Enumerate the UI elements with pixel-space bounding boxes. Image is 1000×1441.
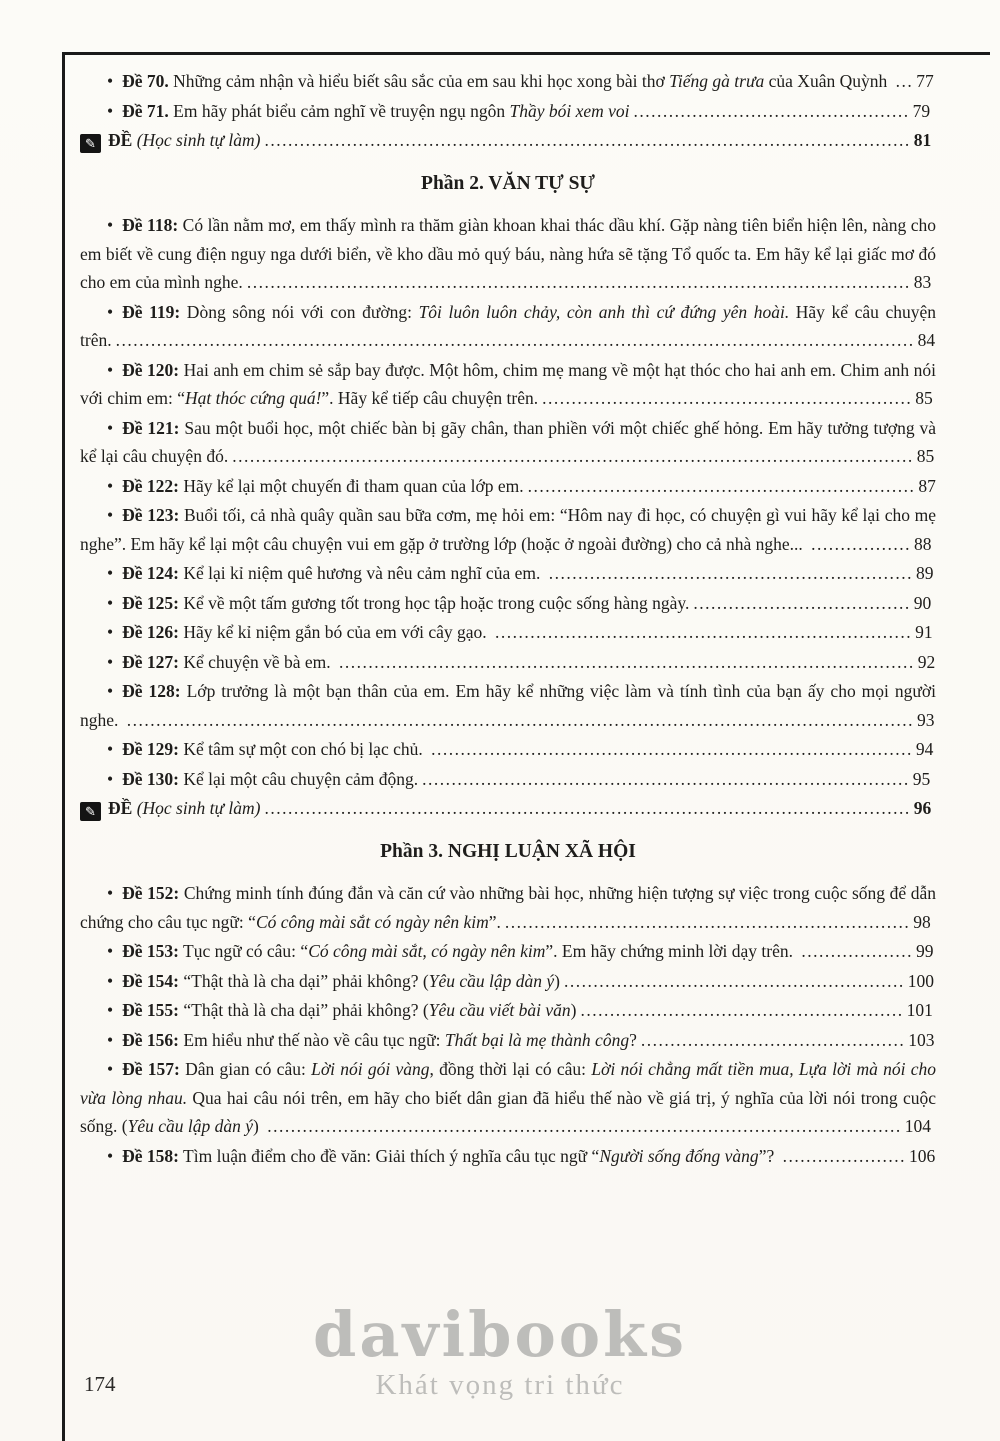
entry-text: Đề 120: [122, 359, 180, 380]
bullet-icon: • [107, 359, 114, 380]
section-heading: Phần 2. VĂN TỰ SỰ [421, 172, 595, 194]
toc-entry [80, 967, 936, 996]
entry-text: Đề 123: [122, 505, 180, 525]
entry-text: “Thật thà là cha dại” phải không? ( [179, 1000, 429, 1020]
entry-text: Người sống đống vàng [599, 1145, 759, 1166]
entry-text: Thất bại là mẹ thành công [444, 1029, 630, 1050]
entry-text: Hai anh em chim sẻ sắp bay được. Một hôm, chim mẹ mang về một hạt thóc cho hai anh em. Chim anh nói với chim em: “ [80, 359, 936, 408]
toc-entry [80, 937, 936, 966]
entry-page-number: 96 [913, 798, 932, 818]
bullet-icon: • [107, 970, 114, 991]
entry-text: Có công mài sắt có ngày nên kim [255, 911, 489, 932]
toc-section [80, 67, 936, 155]
entry-text: Kể chuyện về bà em. [179, 651, 335, 672]
entry-page-number: 88 [914, 533, 932, 554]
toc-entry [80, 472, 936, 501]
bullet-icon: • [107, 563, 114, 583]
entry-text: Em hiểu như thế nào về câu tục ngữ: [179, 1029, 445, 1050]
dot-leader: ................... [801, 941, 914, 961]
bullet-icon: • [107, 100, 114, 121]
entry-text: Dòng sông nói với con đường: [180, 301, 419, 322]
dot-leader: ....................................................................... [495, 622, 913, 642]
bullet-icon: • [107, 1145, 114, 1166]
entry-text: ĐỀ [108, 798, 137, 818]
entry-text: của Xuân Quỳnh [764, 71, 892, 91]
page-number: 174 [84, 1372, 116, 1396]
bullet-icon: • [107, 505, 114, 525]
entry-page-number: 79 [912, 100, 931, 121]
entry-text: Hãy kể câu chuyện trên. [80, 301, 936, 350]
toc-section [80, 170, 936, 823]
dot-leader: ..................... [782, 1145, 906, 1166]
entry-text: Đề 154: [122, 970, 179, 991]
dot-leader: .............................................................. [548, 563, 913, 583]
entry-text: Đề 125: [122, 592, 179, 613]
dot-leader: ...................................................................................................................................... [126, 709, 915, 730]
toc-entry [80, 67, 936, 96]
dot-leader: ..................................... [693, 592, 911, 613]
entry-text: Đề 129: [122, 739, 179, 759]
toc-entry [80, 618, 936, 647]
entry-text: Kể tâm sự một con chó bị lạc chủ. [179, 739, 428, 759]
entry-text: Có lần nằm mơ, em thấy mình ra thăm giàn khoan khai thác dầu khí. Gặp nàng tiên biển hiện lên, nàng cho em biết về cung điện nguy nga dưới biển, về kho dầu mỏ quý báu, nàng hứa sẽ tặng Tổ quốc ta. Em hãy kể lại giấc mơ đó cho em của mình nghe. [80, 215, 936, 292]
dot-leader: ............................................... [633, 100, 910, 121]
toc-entry [80, 1055, 936, 1141]
entry-text: ? [629, 1029, 637, 1050]
entry-text: Hãy kể kỉ niệm gắn bó của em với cây gạo. [179, 622, 492, 642]
entry-text: Đề 155: [122, 1000, 179, 1020]
toc-entry [80, 126, 936, 155]
dot-leader: .......................................................... [564, 970, 905, 991]
entry-text: , đồng thời lại có câu: [429, 1059, 592, 1079]
entry-text: ) [253, 1116, 264, 1136]
toc-entry [80, 1026, 936, 1055]
entry-text: Đề 157: [122, 1059, 180, 1079]
entry-page-number: 104 [904, 1116, 931, 1136]
entry-page-number: 83 [913, 272, 932, 292]
entry-page-number: 91 [915, 622, 933, 642]
toc-entry [80, 559, 936, 588]
entry-text: Đề 122: [122, 475, 179, 496]
entry-text: Lớp trưởng là một bạn thân của em. Em hãy kể những việc làm và tính tình của bạn ấy cho mọi người nghe. [80, 681, 937, 730]
entry-text: Đề 156: [122, 1029, 179, 1050]
page-edge-top-line [62, 52, 990, 55]
entry-text: Kể lại kỉ niệm quê hương và nêu cảm nghĩ của em. [179, 563, 545, 583]
entry-text: ”? [758, 1145, 779, 1166]
watermark [0, 1298, 1000, 1402]
entry-text: Buổi tối, cả nhà quây quần sau bữa cơm, mẹ hỏi em: “Hôm nay đi học, có chuyện gì vui hãy kể lại cho mẹ nghe”. Em hãy kể lại một câu chuyện vui em gặp ở trường lớp (hoặc ở ngoài đường) cho cả nhà nghe... [80, 505, 936, 554]
dot-leader: ..................................................................... [504, 911, 911, 932]
toc-entry [80, 298, 936, 355]
entry-text: Yêu cầu lập dàn ý [428, 970, 555, 991]
dot-leader: .................................................................. [527, 475, 916, 496]
entry-text: Sau một buổi học, một chiếc bàn bị gãy chân, than phiền với một chiếc ghế hỏng. Em hãy tưởng tượng và kể lại câu chuyện đó. [80, 417, 936, 466]
bullet-icon: • [107, 651, 114, 672]
entry-text: Đề 128: [122, 681, 181, 701]
entry-page-number: 81 [913, 130, 932, 150]
entry-text: Tiếng gà trưa [669, 71, 765, 91]
entry-text: Đề 71. [122, 100, 169, 121]
dot-leader: .................................................................................. [431, 739, 913, 759]
bullet-icon: • [107, 1059, 114, 1079]
bullet-icon: • [107, 1000, 114, 1020]
entry-text: ) [570, 1000, 577, 1020]
entry-page-number: 93 [917, 709, 935, 730]
bullet-icon: • [107, 622, 114, 642]
bullet-icon: • [107, 739, 114, 759]
dot-leader: .............................................................................................................. [264, 130, 911, 150]
entry-text: ) [554, 970, 560, 991]
dot-leader: ................. [811, 533, 911, 554]
dot-leader: ....................................................... [580, 1000, 904, 1020]
entry-text: Đề 121: [122, 417, 180, 438]
entry-text: Đề 130: [122, 768, 179, 789]
toc-entry [80, 211, 936, 297]
entry-text: Đề 118: [122, 215, 179, 235]
entry-page-number: 100 [907, 970, 934, 991]
entry-text: ”. Hãy kể tiếp câu chuyện trên. [321, 388, 539, 408]
entry-page-number: 84 [917, 330, 936, 350]
dot-leader: ................................................................................... [422, 768, 910, 789]
section-heading: Phần 3. NGHỊ LUẬN XÃ HỘI [380, 840, 636, 862]
bullet-icon: • [107, 768, 114, 789]
entry-text: ”. [488, 911, 501, 932]
entry-page-number: 95 [912, 768, 931, 789]
entry-text: Lời nói chẳng mất tiền mua, Lựa lời mà nói cho vừa lòng nhau. [80, 1059, 937, 1108]
toc-entry [80, 501, 936, 558]
entry-text: Yêu cầu viết bài văn [428, 1000, 571, 1020]
page-edge-left-line [62, 52, 65, 1441]
dot-leader: ............................................................................................................ [267, 1116, 902, 1136]
entry-page-number: 89 [915, 563, 934, 583]
entry-page-number: 87 [918, 475, 936, 496]
toc-entry [80, 735, 936, 764]
dot-leader: .................................................................................................................... [232, 446, 914, 466]
entry-text: Lời nói gói vàng [311, 1059, 430, 1079]
entry-text: Kể lại một câu chuyện cảm động. [179, 768, 419, 789]
toc-section [80, 838, 936, 1171]
table-of-contents [80, 66, 936, 1171]
entry-text: “Thật thà là cha dại” phải không? ( [179, 970, 429, 991]
entry-text: ĐỀ [108, 130, 137, 150]
pencil-icon: ✎ [80, 134, 101, 153]
bullet-icon: • [107, 1029, 114, 1050]
entry-text: ”. Em hãy chứng minh lời dạy trên. [545, 941, 798, 961]
entry-text: Đề 70. [122, 71, 169, 91]
dot-leader: ... [895, 71, 914, 91]
entry-text: Yêu cầu lập dàn ý [127, 1116, 254, 1136]
bullet-icon: • [107, 941, 114, 961]
entry-text: Hạt thóc cứng quá! [185, 388, 322, 408]
entry-page-number: 90 [913, 592, 932, 613]
toc-entry [80, 677, 936, 734]
entry-page-number: 77 [916, 71, 934, 91]
toc-entry [80, 1142, 936, 1171]
toc-entry [80, 879, 936, 936]
entry-text: Em hãy phát biểu cảm nghĩ về truyện ngụ ngôn [168, 100, 510, 121]
dot-leader: ............................................................... [542, 388, 913, 408]
entry-text: Đề 153: [122, 941, 179, 961]
bullet-icon: • [107, 301, 114, 322]
entry-text: Đề 127: [122, 651, 179, 672]
entry-page-number: 103 [908, 1029, 935, 1050]
bullet-icon: • [107, 883, 114, 903]
entry-text: Đề 126: [122, 622, 179, 642]
toc-entry [80, 996, 936, 1025]
entry-text: Những cảm nhận và hiểu biết sâu sắc của em sau khi học xong bài thơ [168, 71, 670, 91]
entry-page-number: 101 [906, 1000, 933, 1020]
toc-entry [80, 794, 936, 823]
entry-text: Đề 152: [122, 883, 180, 903]
entry-text: Kể về một tấm gương tốt trong học tập hoặc trong cuộc sống hàng ngày. [179, 592, 690, 613]
bullet-icon: • [107, 475, 114, 496]
entry-text: Đề 119: [122, 301, 181, 322]
entry-text: (Học sinh tự làm) [136, 798, 261, 818]
bullet-icon: • [107, 71, 114, 91]
bullet-icon: • [107, 681, 114, 701]
entry-text: Đề 158: [122, 1145, 179, 1166]
dot-leader: ........................................................................................................................................ [115, 330, 915, 350]
entry-page-number: 85 [915, 388, 933, 408]
dot-leader: ............................................. [640, 1029, 906, 1050]
bullet-icon: • [107, 417, 114, 438]
entry-text: Tục ngữ có câu: “ [179, 941, 309, 961]
pencil-icon: ✎ [80, 802, 101, 821]
entry-text: Dân gian có câu: [179, 1059, 312, 1079]
toc-entry [80, 589, 936, 618]
toc-entry [80, 414, 936, 471]
entry-page-number: 94 [915, 739, 934, 759]
entry-page-number: 106 [908, 1145, 936, 1166]
entry-text: Chứng minh tính đúng đắn và căn cứ vào những bài học, những hiện tượng sự việc trong cuộc sống để dẫn chứng cho câu tục ngữ: “ [80, 883, 936, 932]
bullet-icon: • [107, 215, 114, 235]
dot-leader: .............................................................................................................. [264, 798, 911, 818]
dot-leader: .................................................................................................. [338, 651, 915, 672]
dot-leader: ................................................................................................................. [246, 272, 911, 292]
entry-text: Thầy bói xem voi [509, 100, 630, 121]
toc-entry [80, 648, 936, 677]
entry-text: (Học sinh tự làm) [136, 130, 261, 150]
bullet-icon: • [107, 592, 114, 613]
watermark-brand: davibooks [312, 1298, 688, 1371]
entry-text: Đề 124: [122, 563, 179, 583]
toc-entry [80, 356, 936, 413]
entry-text: Hãy kể lại một chuyến đi tham quan của lớp em. [179, 475, 524, 496]
toc-entry [80, 765, 936, 794]
entry-page-number: 85 [916, 446, 935, 466]
entry-page-number: 98 [913, 911, 931, 932]
entry-page-number: 92 [917, 651, 936, 672]
entry-page-number: 99 [916, 941, 934, 961]
watermark-slogan: Khát vọng tri thức [375, 1369, 625, 1401]
entry-text: Qua hai câu nói trên, em hãy cho biết dân gian đã hiểu thế nào về giá trị, ý nghĩa của lời nói trong cuộc sống. ( [80, 1087, 936, 1136]
entry-text: Có công mài sắt, có ngày nên kim [308, 941, 546, 961]
entry-text: Tìm luận điểm cho đề văn: Giải thích ý nghĩa câu tục ngữ “ [179, 1145, 600, 1166]
entry-text: Tôi luôn luôn chảy, còn anh thì cứ đứng yên hoài. [418, 301, 790, 322]
toc-entry [80, 97, 936, 126]
